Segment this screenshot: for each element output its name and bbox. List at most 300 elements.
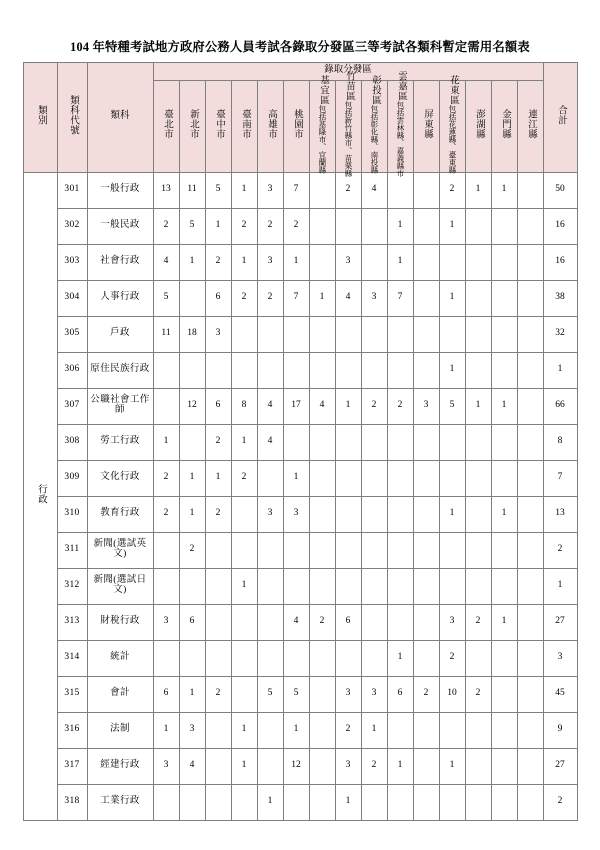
table-row (23, 748, 577, 784)
table-row (23, 712, 577, 748)
quota-cell: 2 (413, 676, 439, 712)
quota-cell: 1 (465, 388, 491, 424)
quota-cell: 1 (439, 352, 465, 388)
header-area-note: 包括雲林縣、嘉義縣市 (395, 101, 405, 178)
quota-cell (465, 640, 491, 676)
quota-cell (465, 352, 491, 388)
quota-cell: 3 (283, 496, 309, 532)
quota-cell (205, 712, 231, 748)
table-row (23, 568, 577, 604)
subject-name: 會計 (87, 676, 153, 712)
quota-cell (309, 460, 335, 496)
row-total: 27 (543, 748, 577, 784)
quota-cell (439, 532, 465, 568)
row-total: 45 (543, 676, 577, 712)
quota-cell (413, 640, 439, 676)
quota-cell: 1 (491, 388, 517, 424)
quota-cell (335, 352, 361, 388)
header-area-note: 包括新竹縣市、苗栗縣 (343, 101, 353, 178)
subject-code: 302 (57, 208, 87, 244)
quota-cell: 5 (179, 208, 205, 244)
quota-cell (517, 352, 543, 388)
quota-cell (491, 244, 517, 280)
header-area-group: 錄取分發區 (153, 62, 543, 80)
quota-cell (465, 316, 491, 352)
row-total: 2 (543, 784, 577, 820)
quota-cell (309, 208, 335, 244)
quota-cell (335, 208, 361, 244)
quota-cell (309, 244, 335, 280)
quota-cell (413, 424, 439, 460)
quota-cell (491, 748, 517, 784)
quota-cell (309, 532, 335, 568)
quota-cell (413, 496, 439, 532)
subject-code: 318 (57, 784, 87, 820)
table-row (23, 172, 577, 208)
subject-code: 316 (57, 712, 87, 748)
quota-cell: 1 (231, 712, 257, 748)
quota-cell (491, 568, 517, 604)
quota-cell (309, 172, 335, 208)
quota-cell: 2 (231, 280, 257, 316)
quota-cell (413, 172, 439, 208)
quota-cell: 6 (335, 604, 361, 640)
row-total: 38 (543, 280, 577, 316)
quota-cell (309, 748, 335, 784)
quota-cell (361, 640, 387, 676)
quota-cell (465, 496, 491, 532)
quota-cell: 1 (387, 208, 413, 244)
quota-cell: 1 (335, 784, 361, 820)
quota-cell: 1 (491, 604, 517, 640)
quota-cell: 3 (179, 712, 205, 748)
quota-cell: 2 (205, 496, 231, 532)
quota-cell: 2 (387, 388, 413, 424)
table-row (23, 316, 577, 352)
header-area-2 (179, 80, 205, 172)
quota-cell (153, 784, 179, 820)
quota-cell (387, 316, 413, 352)
quota-cell (465, 532, 491, 568)
header-area-note: 包括彰化縣、南投縣 (369, 104, 379, 174)
subject-code: 309 (57, 460, 87, 496)
header-group-row (23, 62, 577, 80)
header-area-label: 雲嘉區 包括雲林縣、嘉義縣市 (395, 71, 406, 178)
quota-cell (283, 640, 309, 676)
row-total: 9 (543, 712, 577, 748)
quota-cell: 1 (387, 748, 413, 784)
quota-cell (517, 280, 543, 316)
quota-cell (205, 784, 231, 820)
subject-code: 311 (57, 532, 87, 568)
quota-cell (153, 640, 179, 676)
quota-cell (361, 208, 387, 244)
subject-code: 312 (57, 568, 87, 604)
quota-cell (231, 640, 257, 676)
quota-cell: 2 (361, 388, 387, 424)
subject-name: 一般行政 (87, 172, 153, 208)
quota-cell (205, 568, 231, 604)
quota-cell (465, 460, 491, 496)
quota-cell: 5 (283, 676, 309, 712)
category-label: 行政 (35, 484, 46, 505)
header-area-3 (205, 80, 231, 172)
quota-cell (465, 712, 491, 748)
subject-name: 戶政 (87, 316, 153, 352)
quota-cell (179, 784, 205, 820)
quota-cell: 2 (361, 748, 387, 784)
quota-cell: 3 (335, 676, 361, 712)
quota-cell: 4 (179, 748, 205, 784)
quota-cell (439, 784, 465, 820)
quota-cell: 10 (439, 676, 465, 712)
quota-cell: 1 (439, 496, 465, 532)
quota-cell: 1 (231, 568, 257, 604)
quota-cell (257, 460, 283, 496)
quota-cell: 5 (153, 280, 179, 316)
quota-cell (491, 208, 517, 244)
subject-code: 317 (57, 748, 87, 784)
quota-cell (465, 208, 491, 244)
quota-cell (413, 748, 439, 784)
quota-cell: 1 (179, 676, 205, 712)
header-area-label: 臺北市 (161, 109, 172, 140)
quota-cell: 2 (335, 712, 361, 748)
quota-cell (257, 748, 283, 784)
quota-cell: 2 (309, 604, 335, 640)
quota-cell (153, 352, 179, 388)
header-category: 類別 (23, 62, 57, 172)
row-total: 1 (543, 352, 577, 388)
quota-cell (361, 568, 387, 604)
quota-cell (517, 172, 543, 208)
row-total: 50 (543, 172, 577, 208)
quota-cell (413, 784, 439, 820)
quota-cell (439, 712, 465, 748)
subject-name: 經建行政 (87, 748, 153, 784)
quota-cell (517, 316, 543, 352)
header-area-14 (491, 80, 517, 172)
quota-cell (491, 532, 517, 568)
subject-code: 313 (57, 604, 87, 640)
quota-cell (231, 532, 257, 568)
header-area-label: 花東區 包括花蓮縣、臺東縣 (447, 74, 458, 174)
quota-cell (387, 712, 413, 748)
subject-code: 303 (57, 244, 87, 280)
quota-cell: 11 (153, 316, 179, 352)
quota-cell: 6 (179, 604, 205, 640)
quota-cell (387, 784, 413, 820)
quota-cell: 3 (153, 604, 179, 640)
quota-cell (231, 496, 257, 532)
quota-cell: 2 (257, 208, 283, 244)
quota-cell (361, 604, 387, 640)
quota-cell (257, 352, 283, 388)
quota-cell (465, 424, 491, 460)
quota-cell (517, 388, 543, 424)
quota-cell: 1 (439, 208, 465, 244)
quota-cell (283, 352, 309, 388)
row-total: 16 (543, 244, 577, 280)
quota-cell (465, 748, 491, 784)
quota-cell: 1 (179, 496, 205, 532)
header-area-note: 包括花蓮縣、臺東縣 (447, 104, 457, 174)
quota-cell (439, 244, 465, 280)
quota-cell: 1 (491, 496, 517, 532)
header-area-13 (465, 80, 491, 172)
quota-cell (309, 352, 335, 388)
quota-cell: 1 (153, 424, 179, 460)
quota-cell: 5 (257, 676, 283, 712)
quota-cell (413, 316, 439, 352)
quota-cell (387, 604, 413, 640)
row-total: 13 (543, 496, 577, 532)
quota-cell: 2 (439, 172, 465, 208)
quota-cell: 2 (153, 460, 179, 496)
row-total: 1 (543, 568, 577, 604)
quota-cell: 17 (283, 388, 309, 424)
quota-cell: 3 (335, 244, 361, 280)
quota-cell: 4 (309, 388, 335, 424)
quota-cell (387, 172, 413, 208)
quota-cell (283, 424, 309, 460)
quota-cell (205, 640, 231, 676)
quota-cell: 3 (257, 244, 283, 280)
quota-cell (283, 568, 309, 604)
quota-cell (387, 496, 413, 532)
quota-cell (179, 424, 205, 460)
header-area-label: 澎湖縣 (473, 109, 484, 140)
quota-cell (257, 604, 283, 640)
quota-cell: 2 (205, 676, 231, 712)
quota-cell (491, 460, 517, 496)
quota-cell (205, 352, 231, 388)
header-area-label: 桃園市 (291, 109, 302, 140)
subject-code: 314 (57, 640, 87, 676)
quota-cell (361, 316, 387, 352)
quota-cell (413, 712, 439, 748)
quota-cell (413, 208, 439, 244)
quota-cell (439, 460, 465, 496)
quota-cell (517, 640, 543, 676)
header-area-label: 竹苗區 包括新竹縣市、苗栗縣 (343, 71, 354, 178)
row-total: 16 (543, 208, 577, 244)
quota-cell (361, 460, 387, 496)
quota-cell (491, 352, 517, 388)
quota-cell (179, 352, 205, 388)
quota-cell (465, 280, 491, 316)
quota-cell (231, 604, 257, 640)
quota-cell: 3 (361, 280, 387, 316)
quota-cell (257, 568, 283, 604)
quota-cell (309, 316, 335, 352)
quota-cell: 2 (153, 496, 179, 532)
quota-cell (517, 748, 543, 784)
header-area-8 (335, 71, 361, 178)
header-area-label: 基宜區 包括基隆市、宜蘭縣 (317, 74, 328, 174)
quota-cell: 2 (465, 604, 491, 640)
subject-name: 公職社會工作師 (87, 388, 153, 424)
header-subject-code: 類科代號 (57, 62, 87, 172)
quota-cell (153, 532, 179, 568)
quota-cell (387, 460, 413, 496)
quota-cell (205, 748, 231, 784)
table-row (23, 388, 577, 424)
quota-cell (205, 604, 231, 640)
quota-cell (413, 604, 439, 640)
quota-cell (517, 568, 543, 604)
category-cell-administration (23, 172, 57, 820)
quota-cell (439, 424, 465, 460)
quota-cell (205, 532, 231, 568)
quota-cell: 4 (153, 244, 179, 280)
quota-cell: 2 (205, 244, 231, 280)
quota-cell (309, 712, 335, 748)
quota-cell: 1 (465, 172, 491, 208)
table-row (23, 640, 577, 676)
table-row (23, 784, 577, 820)
quota-cell (179, 640, 205, 676)
quota-cell: 1 (231, 748, 257, 784)
quota-cell (309, 676, 335, 712)
quota-cell: 2 (205, 424, 231, 460)
quota-cell: 2 (439, 640, 465, 676)
quota-cell: 12 (283, 748, 309, 784)
quota-cell: 3 (413, 388, 439, 424)
quota-cell (491, 640, 517, 676)
subject-code: 305 (57, 316, 87, 352)
quota-cell: 3 (257, 496, 283, 532)
subject-name: 原住民族行政 (87, 352, 153, 388)
quota-cell: 1 (361, 712, 387, 748)
quota-cell: 2 (153, 208, 179, 244)
table-row (23, 460, 577, 496)
quota-cell: 3 (205, 316, 231, 352)
quota-cell: 1 (283, 244, 309, 280)
quota-cell: 6 (205, 280, 231, 316)
subject-name: 法制 (87, 712, 153, 748)
header-area-label: 臺中市 (213, 109, 224, 140)
quota-cell: 4 (257, 424, 283, 460)
subject-code: 310 (57, 496, 87, 532)
table-row (23, 352, 577, 388)
quota-cell: 2 (231, 460, 257, 496)
quota-cell (491, 280, 517, 316)
quota-cell (361, 496, 387, 532)
header-total: 合計 (543, 62, 577, 172)
quota-cell (517, 244, 543, 280)
quota-cell (517, 604, 543, 640)
quota-cell (387, 352, 413, 388)
quota-cell: 4 (257, 388, 283, 424)
quota-cell: 7 (283, 280, 309, 316)
quota-cell (491, 712, 517, 748)
header-area-7 (309, 74, 335, 174)
quota-cell (257, 712, 283, 748)
quota-cell (517, 424, 543, 460)
quota-cell: 7 (283, 172, 309, 208)
quota-cell: 6 (153, 676, 179, 712)
subject-name: 財稅行政 (87, 604, 153, 640)
subject-name: 勞工行政 (87, 424, 153, 460)
quota-cell (465, 244, 491, 280)
row-total: 7 (543, 460, 577, 496)
row-total: 66 (543, 388, 577, 424)
quota-cell: 1 (283, 460, 309, 496)
table-row (23, 496, 577, 532)
subject-code: 308 (57, 424, 87, 460)
quota-cell (491, 424, 517, 460)
subject-code: 301 (57, 172, 87, 208)
row-total: 27 (543, 604, 577, 640)
header-area-label: 新北市 (187, 109, 198, 140)
quota-cell (153, 568, 179, 604)
quota-cell (517, 784, 543, 820)
quota-cell (257, 316, 283, 352)
quota-cell (517, 496, 543, 532)
quota-cell: 3 (335, 748, 361, 784)
header-area-label: 金門縣 (499, 109, 510, 140)
quota-cell (361, 424, 387, 460)
quota-cell (335, 496, 361, 532)
quota-cell (309, 784, 335, 820)
quota-cell (387, 424, 413, 460)
quota-cell (517, 676, 543, 712)
header-area-11 (413, 80, 439, 172)
quota-cell (413, 568, 439, 604)
quota-cell: 4 (335, 280, 361, 316)
quota-cell (179, 280, 205, 316)
quota-cell: 1 (387, 640, 413, 676)
subject-name: 人事行政 (87, 280, 153, 316)
quota-cell (491, 316, 517, 352)
subject-name: 一般民政 (87, 208, 153, 244)
header-area-15 (517, 80, 543, 172)
quota-cell: 7 (387, 280, 413, 316)
quota-cell (439, 316, 465, 352)
quota-cell: 3 (153, 748, 179, 784)
row-total: 2 (543, 532, 577, 568)
quota-cell (257, 532, 283, 568)
table-body (23, 172, 577, 820)
quota-cell (361, 532, 387, 568)
subject-name: 新聞(選試英文) (87, 532, 153, 568)
quota-cell (413, 244, 439, 280)
quota-cell: 1 (387, 244, 413, 280)
header-area-note: 包括基隆市、宜蘭縣 (317, 104, 327, 174)
table-row (23, 208, 577, 244)
quota-cell: 1 (335, 388, 361, 424)
quota-cell (283, 316, 309, 352)
quota-cell (517, 712, 543, 748)
subject-name: 教育行政 (87, 496, 153, 532)
quota-cell: 1 (283, 712, 309, 748)
quota-cell: 2 (465, 676, 491, 712)
quota-cell (231, 676, 257, 712)
header-area-1 (153, 80, 179, 172)
subject-name: 社會行政 (87, 244, 153, 280)
quota-cell (231, 784, 257, 820)
quota-cell: 1 (231, 172, 257, 208)
quota-cell: 3 (439, 604, 465, 640)
quota-cell: 3 (257, 172, 283, 208)
quota-cell (387, 532, 413, 568)
quota-cell: 1 (231, 424, 257, 460)
header-area-10 (387, 71, 413, 178)
subject-code: 315 (57, 676, 87, 712)
quota-cell: 13 (153, 172, 179, 208)
quota-cell (257, 640, 283, 676)
